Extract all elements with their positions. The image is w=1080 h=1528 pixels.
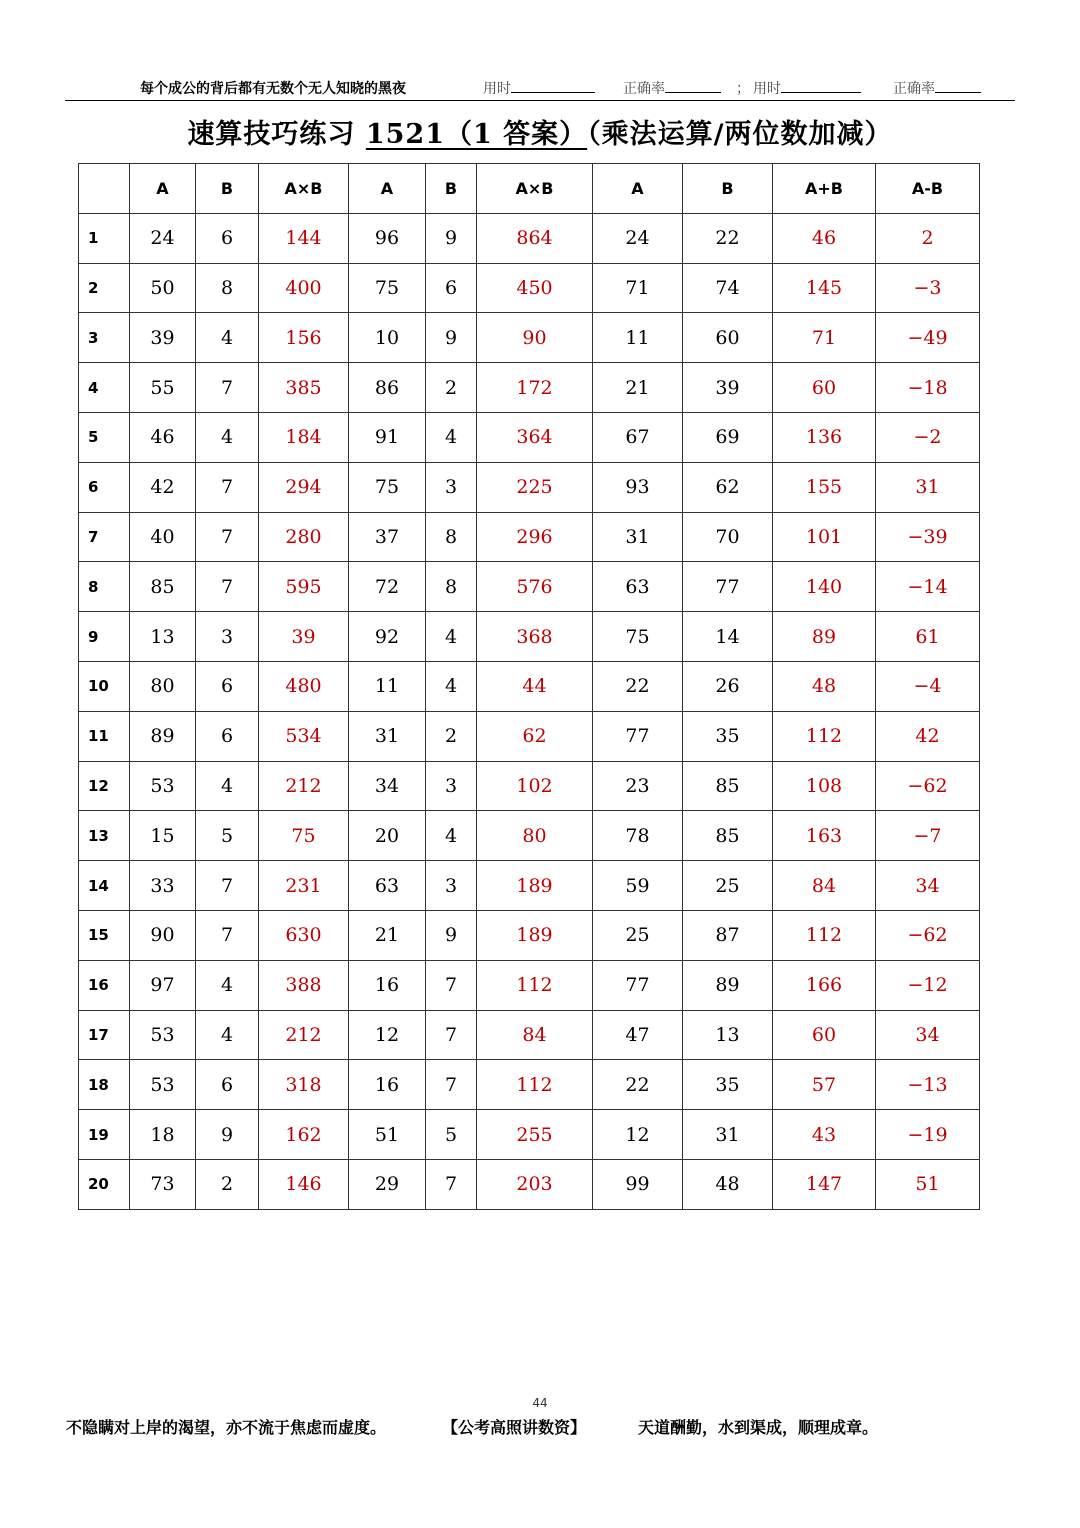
answer-cell: −18 — [876, 363, 980, 413]
answer-cell: 231 — [259, 861, 349, 911]
answer-cell: 364 — [477, 412, 593, 462]
answer-cell: 140 — [773, 562, 876, 612]
column-header: B — [683, 164, 773, 214]
answer-cell: 450 — [477, 263, 593, 313]
answer-cell: 203 — [477, 1159, 593, 1209]
table-row — [79, 811, 980, 861]
time-label-1: 用时 — [483, 81, 511, 97]
row-number: 14 — [79, 861, 130, 911]
operand-cell: 71 — [593, 263, 683, 313]
operand-cell: 92 — [349, 612, 426, 662]
operand-cell: 16 — [349, 960, 426, 1010]
time-field-1 — [483, 78, 595, 98]
page-header — [65, 76, 1015, 101]
operand-cell: 11 — [349, 661, 426, 711]
answer-cell: 84 — [477, 1010, 593, 1060]
row-number: 11 — [79, 711, 130, 761]
operand-cell: 4 — [426, 412, 477, 462]
answer-cell: −19 — [876, 1110, 980, 1160]
operand-cell: 55 — [130, 363, 196, 413]
answer-cell: 57 — [773, 1060, 876, 1110]
footer-right: 天道酬勤，水到渠成，顺理成章。 — [638, 1418, 879, 1437]
answer-cell: 368 — [477, 612, 593, 662]
row-number: 18 — [79, 1060, 130, 1110]
operand-cell: 25 — [683, 861, 773, 911]
operand-cell: 4 — [426, 612, 477, 662]
answer-cell: 144 — [259, 213, 349, 263]
operand-cell: 7 — [426, 1010, 477, 1060]
column-header: A-B — [876, 164, 980, 214]
operand-cell: 4 — [196, 412, 259, 462]
operand-cell: 85 — [683, 761, 773, 811]
row-number: 5 — [79, 412, 130, 462]
row-number: 4 — [79, 363, 130, 413]
operand-cell: 3 — [426, 462, 477, 512]
answer-cell: 108 — [773, 761, 876, 811]
operand-cell: 97 — [130, 960, 196, 1010]
operand-cell: 67 — [593, 412, 683, 462]
operand-cell: 75 — [349, 263, 426, 313]
operand-cell: 85 — [130, 562, 196, 612]
operand-cell: 5 — [196, 811, 259, 861]
operand-cell: 8 — [196, 263, 259, 313]
table-row — [79, 711, 980, 761]
answer-cell: 80 — [477, 811, 593, 861]
table-row — [79, 960, 980, 1010]
operand-cell: 75 — [349, 462, 426, 512]
operand-cell: 90 — [130, 910, 196, 960]
table-row — [79, 661, 980, 711]
operand-cell: 80 — [130, 661, 196, 711]
answer-cell: 75 — [259, 811, 349, 861]
answer-cell: −12 — [876, 960, 980, 1010]
operand-cell: 24 — [130, 213, 196, 263]
operand-cell: 77 — [683, 562, 773, 612]
operand-cell: 69 — [683, 412, 773, 462]
answer-cell: 112 — [773, 910, 876, 960]
answer-cell: 189 — [477, 910, 593, 960]
operand-cell: 70 — [683, 512, 773, 562]
operand-cell: 7 — [196, 562, 259, 612]
header-motto: 每个成公的背后都有无数个无人知晓的黑夜 — [140, 81, 406, 97]
answer-cell: 2 — [876, 213, 980, 263]
operand-cell: 6 — [196, 711, 259, 761]
accuracy-field-2 — [893, 78, 981, 98]
answer-cell: 48 — [773, 661, 876, 711]
answer-cell: 534 — [259, 711, 349, 761]
accuracy-blank-2 — [935, 78, 981, 93]
answer-cell: 294 — [259, 462, 349, 512]
operand-cell: 96 — [349, 213, 426, 263]
operand-cell: 4 — [196, 313, 259, 363]
answer-cell: 162 — [259, 1110, 349, 1160]
answer-cell: 112 — [773, 711, 876, 761]
table-row — [79, 1159, 980, 1209]
answer-cell: 864 — [477, 213, 593, 263]
operand-cell: 13 — [683, 1010, 773, 1060]
column-header: B — [196, 164, 259, 214]
answer-cell: 280 — [259, 512, 349, 562]
answer-cell: −62 — [876, 761, 980, 811]
operand-cell: 7 — [196, 512, 259, 562]
operand-cell: 50 — [130, 263, 196, 313]
operand-cell: 22 — [593, 1060, 683, 1110]
operand-cell: 2 — [196, 1159, 259, 1209]
answer-cell: 212 — [259, 1010, 349, 1060]
operand-cell: 42 — [130, 462, 196, 512]
answer-cell: 225 — [477, 462, 593, 512]
operand-cell: 4 — [196, 761, 259, 811]
operand-cell: 22 — [683, 213, 773, 263]
operand-cell: 14 — [683, 612, 773, 662]
operand-cell: 75 — [593, 612, 683, 662]
operand-cell: 85 — [683, 811, 773, 861]
operand-cell: 91 — [349, 412, 426, 462]
operand-cell: 11 — [593, 313, 683, 363]
table-header — [79, 164, 980, 214]
operand-cell: 73 — [130, 1159, 196, 1209]
answer-cell: 163 — [773, 811, 876, 861]
operand-cell: 2 — [426, 363, 477, 413]
operand-cell: 3 — [426, 761, 477, 811]
table-row — [79, 612, 980, 662]
answer-cell: 212 — [259, 761, 349, 811]
operand-cell: 20 — [349, 811, 426, 861]
footer-center: 【公考高照讲数资】 — [442, 1418, 587, 1437]
row-number: 6 — [79, 462, 130, 512]
answer-cell: 90 — [477, 313, 593, 363]
operand-cell: 35 — [683, 711, 773, 761]
operand-cell: 48 — [683, 1159, 773, 1209]
column-header: A×B — [477, 164, 593, 214]
operand-cell: 74 — [683, 263, 773, 313]
answer-cell: 156 — [259, 313, 349, 363]
operand-cell: 89 — [130, 711, 196, 761]
operand-cell: 16 — [349, 1060, 426, 1110]
header-row — [79, 164, 980, 214]
accuracy-label-2: 正确率 — [893, 81, 935, 97]
row-number: 10 — [79, 661, 130, 711]
table-row — [79, 412, 980, 462]
answer-cell: 43 — [773, 1110, 876, 1160]
practice-table — [78, 163, 980, 1210]
accuracy-blank-1 — [665, 78, 721, 93]
answer-cell: 60 — [773, 1010, 876, 1060]
title-prefix: 速算技巧练习 — [187, 119, 366, 150]
row-number: 16 — [79, 960, 130, 1010]
operand-cell: 7 — [196, 910, 259, 960]
column-header: A×B — [259, 164, 349, 214]
operand-cell: 10 — [349, 313, 426, 363]
operand-cell: 46 — [130, 412, 196, 462]
answer-cell: 51 — [876, 1159, 980, 1209]
operand-cell: 62 — [683, 462, 773, 512]
answer-cell: 145 — [773, 263, 876, 313]
operand-cell: 8 — [426, 562, 477, 612]
time-field-2 — [753, 78, 861, 98]
operand-cell: 78 — [593, 811, 683, 861]
operand-cell: 93 — [593, 462, 683, 512]
answer-cell: 189 — [477, 861, 593, 911]
answer-cell: −7 — [876, 811, 980, 861]
operand-cell: 39 — [683, 363, 773, 413]
operand-cell: 34 — [349, 761, 426, 811]
operand-cell: 9 — [196, 1110, 259, 1160]
answer-cell: −4 — [876, 661, 980, 711]
operand-cell: 77 — [593, 711, 683, 761]
row-number: 12 — [79, 761, 130, 811]
column-header: A+B — [773, 164, 876, 214]
time-blank-2 — [781, 78, 861, 93]
operand-cell: 87 — [683, 910, 773, 960]
operand-cell: 33 — [130, 861, 196, 911]
operand-cell: 6 — [426, 263, 477, 313]
operand-cell: 15 — [130, 811, 196, 861]
row-number: 13 — [79, 811, 130, 861]
row-number: 15 — [79, 910, 130, 960]
answer-cell: 147 — [773, 1159, 876, 1209]
operand-cell: 22 — [593, 661, 683, 711]
operand-cell: 31 — [349, 711, 426, 761]
answer-cell: 34 — [876, 861, 980, 911]
operand-cell: 9 — [426, 213, 477, 263]
operand-cell: 37 — [349, 512, 426, 562]
operand-cell: 2 — [426, 711, 477, 761]
answer-cell: 166 — [773, 960, 876, 1010]
operand-cell: 7 — [196, 462, 259, 512]
operand-cell: 63 — [349, 861, 426, 911]
operand-cell: 40 — [130, 512, 196, 562]
answer-cell: 388 — [259, 960, 349, 1010]
operand-cell: 9 — [426, 313, 477, 363]
table-row — [79, 1060, 980, 1110]
operand-cell: 31 — [593, 512, 683, 562]
operand-cell: 21 — [593, 363, 683, 413]
operand-cell: 9 — [426, 910, 477, 960]
table-row — [79, 263, 980, 313]
answer-cell: −2 — [876, 412, 980, 462]
operand-cell: 7 — [426, 1060, 477, 1110]
table-row — [79, 363, 980, 413]
answer-cell: 595 — [259, 562, 349, 612]
operand-cell: 24 — [593, 213, 683, 263]
title-suffix: （乘法运算/两位数加减） — [587, 119, 893, 150]
header-separator: ； — [736, 81, 750, 97]
column-header: A — [593, 164, 683, 214]
operand-cell: 86 — [349, 363, 426, 413]
answer-cell: 89 — [773, 612, 876, 662]
operand-cell: 8 — [426, 512, 477, 562]
table-body — [79, 213, 980, 1209]
answer-cell: 60 — [773, 363, 876, 413]
operand-cell: 4 — [196, 1010, 259, 1060]
row-number: 9 — [79, 612, 130, 662]
operand-cell: 4 — [426, 661, 477, 711]
time-label-2: 用时 — [753, 81, 781, 97]
answer-cell: −62 — [876, 910, 980, 960]
operand-cell: 53 — [130, 1010, 196, 1060]
operand-cell: 7 — [196, 363, 259, 413]
operand-cell: 99 — [593, 1159, 683, 1209]
row-number: 19 — [79, 1110, 130, 1160]
operand-cell: 26 — [683, 661, 773, 711]
column-header: B — [426, 164, 477, 214]
operand-cell: 5 — [426, 1110, 477, 1160]
answer-cell: 318 — [259, 1060, 349, 1110]
operand-cell: 51 — [349, 1110, 426, 1160]
operand-cell: 63 — [593, 562, 683, 612]
table-row — [79, 861, 980, 911]
row-number: 3 — [79, 313, 130, 363]
operand-cell: 4 — [426, 811, 477, 861]
answer-cell: −13 — [876, 1060, 980, 1110]
answer-cell: 44 — [477, 661, 593, 711]
operand-cell: 25 — [593, 910, 683, 960]
operand-cell: 18 — [130, 1110, 196, 1160]
operand-cell: 72 — [349, 562, 426, 612]
answer-cell: −39 — [876, 512, 980, 562]
operand-cell: 89 — [683, 960, 773, 1010]
table-row — [79, 213, 980, 263]
operand-cell: 3 — [196, 612, 259, 662]
answer-cell: 146 — [259, 1159, 349, 1209]
table-row — [79, 1010, 980, 1060]
operand-cell: 59 — [593, 861, 683, 911]
column-header: A — [349, 164, 426, 214]
operand-cell: 47 — [593, 1010, 683, 1060]
row-number: 2 — [79, 263, 130, 313]
row-number: 1 — [79, 213, 130, 263]
operand-cell: 39 — [130, 313, 196, 363]
row-number: 8 — [79, 562, 130, 612]
row-number: 20 — [79, 1159, 130, 1209]
answer-cell: 102 — [477, 761, 593, 811]
operand-cell: 53 — [130, 761, 196, 811]
operand-cell: 7 — [426, 1159, 477, 1209]
operand-cell: 12 — [593, 1110, 683, 1160]
accuracy-field-1 — [623, 78, 721, 98]
footer-left: 不隐瞒对上岸的渴望，亦不流于焦虑而虚度。 — [66, 1418, 387, 1437]
table-row — [79, 910, 980, 960]
operand-cell: 12 — [349, 1010, 426, 1060]
operand-cell: 35 — [683, 1060, 773, 1110]
operand-cell: 29 — [349, 1159, 426, 1209]
operand-cell: 7 — [426, 960, 477, 1010]
table-row — [79, 761, 980, 811]
answer-cell: −14 — [876, 562, 980, 612]
table-row — [79, 512, 980, 562]
operand-cell: 13 — [130, 612, 196, 662]
answer-cell: 42 — [876, 711, 980, 761]
operand-cell: 23 — [593, 761, 683, 811]
answer-cell: 71 — [773, 313, 876, 363]
answer-cell: 101 — [773, 512, 876, 562]
page-title — [0, 112, 1080, 151]
answer-cell: 34 — [876, 1010, 980, 1060]
row-number: 17 — [79, 1010, 130, 1060]
answer-cell: 400 — [259, 263, 349, 313]
answer-cell: 112 — [477, 960, 593, 1010]
answer-cell: 296 — [477, 512, 593, 562]
operand-cell: 77 — [593, 960, 683, 1010]
operand-cell: 31 — [683, 1110, 773, 1160]
answer-cell: 172 — [477, 363, 593, 413]
column-header: A — [130, 164, 196, 214]
answer-cell: 155 — [773, 462, 876, 512]
answer-cell: 576 — [477, 562, 593, 612]
operand-cell: 21 — [349, 910, 426, 960]
answer-cell: 39 — [259, 612, 349, 662]
table-row — [79, 562, 980, 612]
operand-cell: 3 — [426, 861, 477, 911]
column-header — [79, 164, 130, 214]
operand-cell: 6 — [196, 213, 259, 263]
answer-cell: 62 — [477, 711, 593, 761]
answer-cell: 46 — [773, 213, 876, 263]
answer-cell: 630 — [259, 910, 349, 960]
answer-cell: 61 — [876, 612, 980, 662]
page-number: 44 — [532, 1396, 548, 1410]
operand-cell: 60 — [683, 313, 773, 363]
answer-cell: −3 — [876, 263, 980, 313]
operand-cell: 4 — [196, 960, 259, 1010]
answer-cell: 184 — [259, 412, 349, 462]
table-row — [79, 313, 980, 363]
table-row — [79, 1110, 980, 1160]
title-number: 1521（1 答案） — [365, 119, 588, 150]
answer-cell: 385 — [259, 363, 349, 413]
answer-cell: 112 — [477, 1060, 593, 1110]
answer-cell: 255 — [477, 1110, 593, 1160]
operand-cell: 6 — [196, 1060, 259, 1110]
table-row — [79, 462, 980, 512]
row-number: 7 — [79, 512, 130, 562]
time-blank-1 — [511, 78, 595, 93]
accuracy-label-1: 正确率 — [623, 81, 665, 97]
answer-cell: 136 — [773, 412, 876, 462]
answer-cell: 480 — [259, 661, 349, 711]
answer-cell: 84 — [773, 861, 876, 911]
operand-cell: 6 — [196, 661, 259, 711]
operand-cell: 7 — [196, 861, 259, 911]
answer-cell: −49 — [876, 313, 980, 363]
operand-cell: 53 — [130, 1060, 196, 1110]
answer-cell: 31 — [876, 462, 980, 512]
